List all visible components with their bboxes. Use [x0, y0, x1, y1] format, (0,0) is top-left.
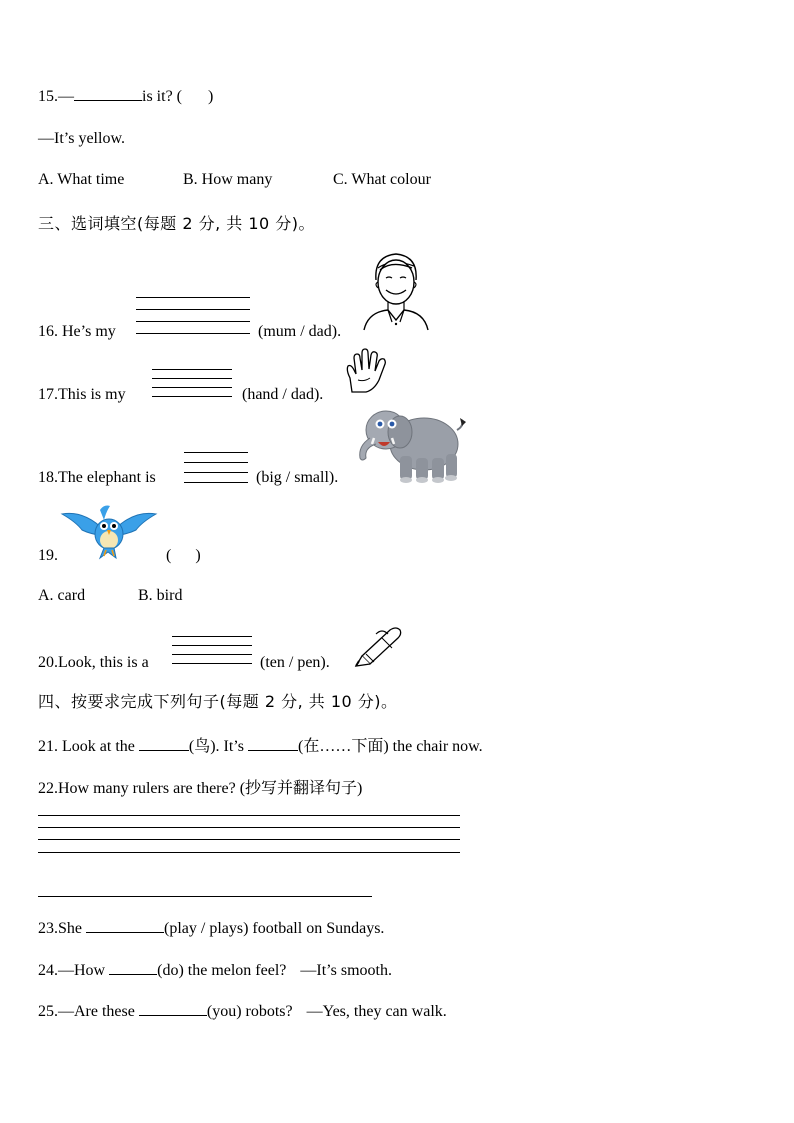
- four-line-grid[interactable]: [172, 636, 252, 664]
- four-line-grid[interactable]: [152, 369, 232, 397]
- question-20-prefix: 20.Look, this is a: [38, 654, 149, 671]
- answer-blank[interactable]: [248, 749, 298, 751]
- four-line-grid[interactable]: [136, 297, 250, 335]
- hand-icon: [344, 348, 388, 394]
- answer-blank[interactable]: [139, 749, 189, 751]
- option-b[interactable]: B. How many: [183, 171, 273, 188]
- paren-close: ): [208, 88, 214, 105]
- question-20-choices: (ten / pen).: [260, 654, 330, 671]
- option-b[interactable]: B. bird: [138, 587, 183, 604]
- question-text: (鸟). It’s: [188, 738, 244, 755]
- question-text: 21. Look at the: [38, 738, 135, 755]
- four-line-grid[interactable]: [184, 452, 248, 484]
- question-25: [38, 1003, 447, 1021]
- answer-blank[interactable]: [86, 931, 164, 933]
- question-stem: is it? (: [142, 88, 182, 105]
- question-15: [38, 88, 213, 106]
- question-text: (在……下面) the chair now.: [297, 738, 483, 755]
- question-16-prefix: 16. He’s my: [38, 323, 116, 340]
- question-23: [38, 920, 384, 938]
- copy-writing-grid[interactable]: [38, 815, 460, 853]
- answer-blank[interactable]: [109, 973, 157, 975]
- question-17-prefix: 17.This is my: [38, 386, 126, 403]
- question-text: (do) the melon feel?: [157, 962, 287, 979]
- question-text: 24.—How: [38, 962, 106, 979]
- bird-icon: [60, 500, 158, 562]
- pen-icon: [352, 624, 404, 668]
- question-19-number: 19.: [38, 547, 58, 564]
- option-c[interactable]: C. What colour: [333, 171, 431, 188]
- question-reply: —It’s smooth.: [300, 962, 392, 979]
- question-text: 25.—Are these: [38, 1003, 135, 1020]
- question-24: [38, 962, 392, 980]
- question-number: 15.: [38, 88, 58, 105]
- question-18-choices: (big / small).: [256, 469, 339, 486]
- man-portrait-icon: [362, 250, 432, 332]
- answer-paren[interactable]: ( ): [166, 547, 201, 564]
- question-22-text: 22.How many rulers are there? (抄写并翻译句子): [38, 780, 363, 797]
- elephant-icon: [354, 404, 468, 486]
- question-16-choices: (mum / dad).: [258, 323, 342, 340]
- section-4-heading: 四、按要求完成下列句子(每题 2 分, 共 10 分)。: [38, 692, 398, 711]
- option-a[interactable]: A. What time: [38, 171, 125, 188]
- question-15-reply: —It’s yellow.: [38, 130, 125, 147]
- question-18-prefix: 18.The elephant is: [38, 469, 156, 486]
- translation-answer-line[interactable]: [38, 896, 372, 897]
- question-text: 23.She: [38, 920, 82, 937]
- question-text: (you) robots?: [206, 1003, 293, 1020]
- answer-blank[interactable]: [139, 1014, 207, 1016]
- question-21: [38, 733, 483, 756]
- question-17-choices: (hand / dad).: [242, 386, 324, 403]
- question-text: (play / plays) football on Sundays.: [164, 920, 385, 937]
- question-reply: —Yes, they can walk.: [306, 1003, 447, 1020]
- dash: —: [58, 88, 74, 105]
- option-a[interactable]: A. card: [38, 587, 86, 604]
- section-3-heading: 三、选词填空(每题 2 分, 共 10 分)。: [38, 214, 316, 233]
- answer-blank[interactable]: [74, 99, 142, 101]
